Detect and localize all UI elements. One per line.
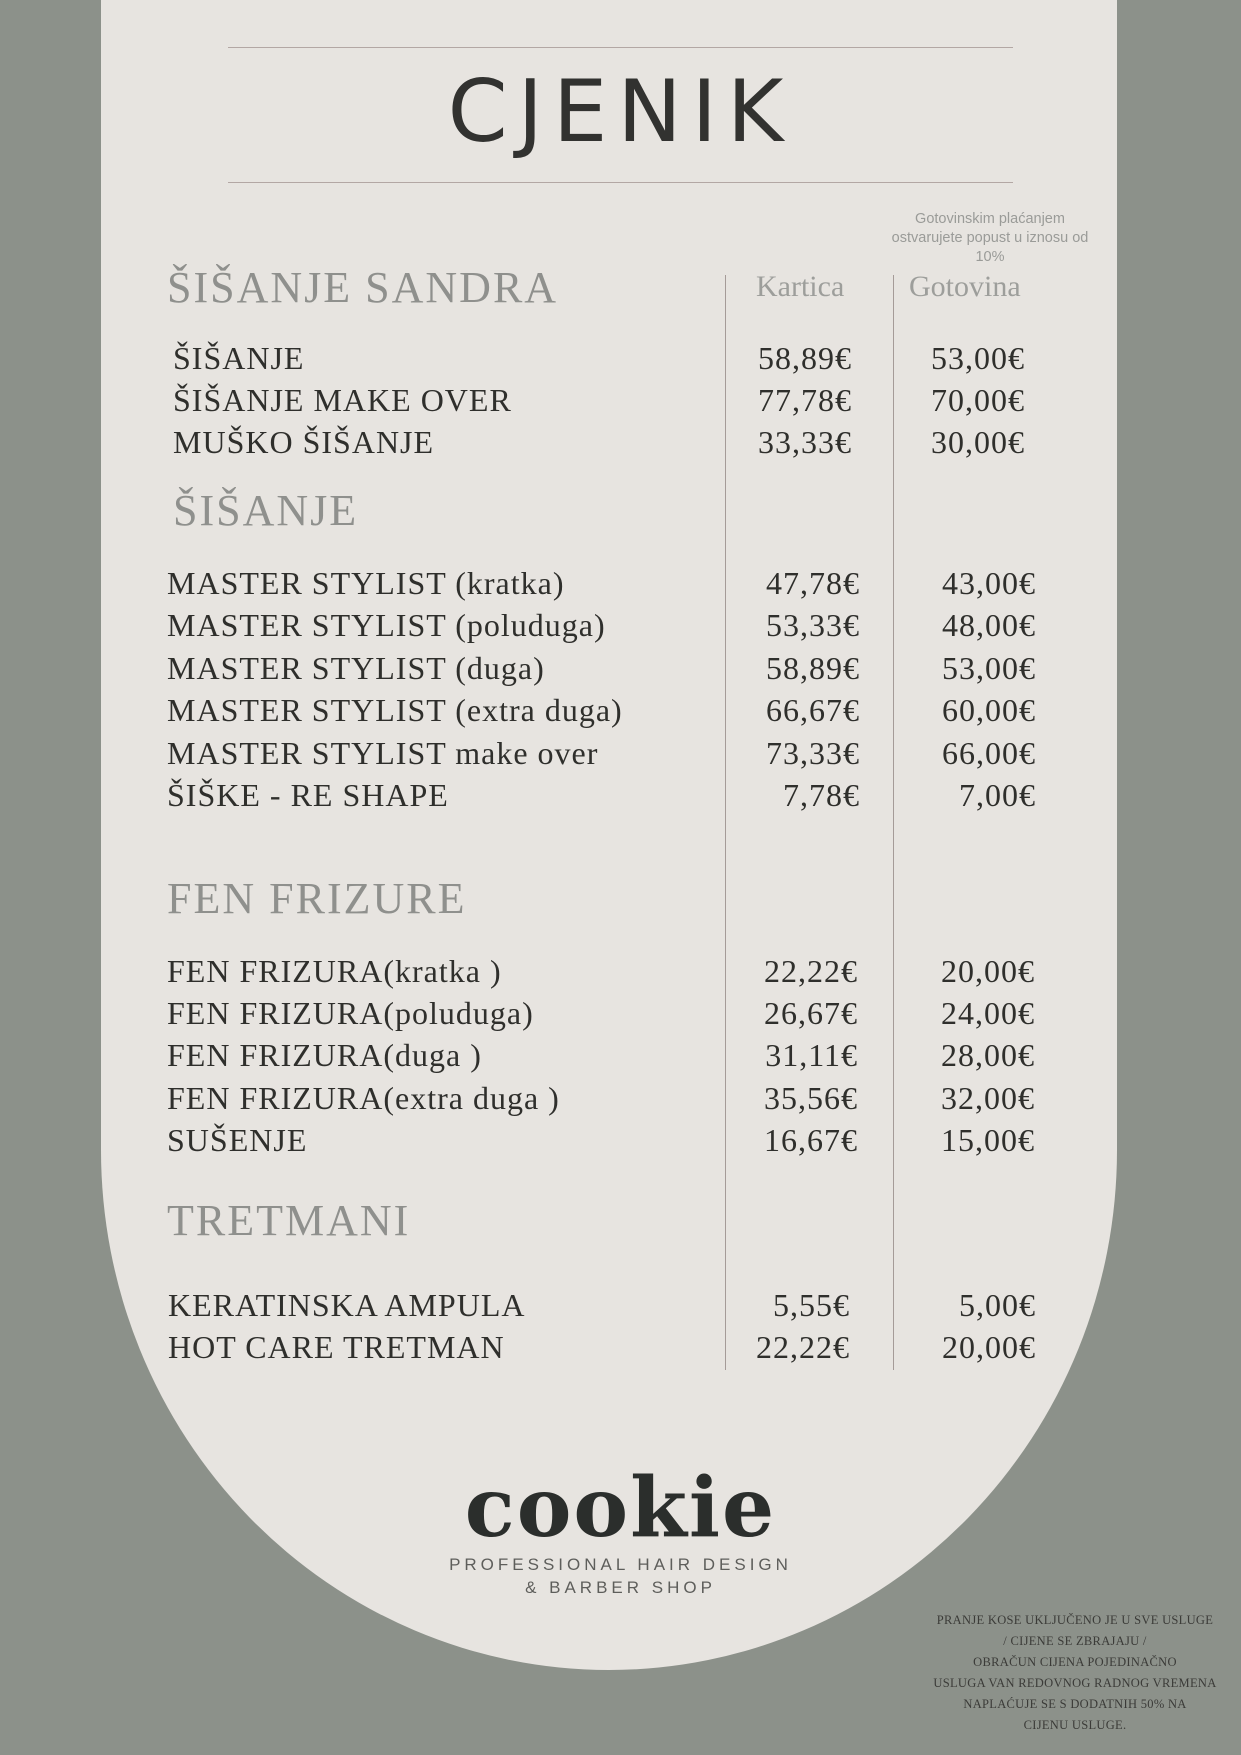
- card-price: 5,55€: [773, 1287, 850, 1323]
- service-name: ŠIŠANJE MAKE OVER: [173, 382, 512, 418]
- card-price: 73,33€: [766, 735, 860, 771]
- card-price: 35,56€: [764, 1080, 858, 1116]
- card-price: 7,78€: [783, 777, 860, 813]
- footer-notes: [920, 1610, 1230, 1736]
- card-price: 22,22€: [756, 1329, 850, 1365]
- footer-line: CIJENU USLUGE.: [1023, 1718, 1127, 1732]
- service-name: HOT CARE TRETMAN: [168, 1329, 505, 1365]
- cash-price: 32,00€: [941, 1080, 1035, 1116]
- price-row: [167, 607, 1241, 647]
- price-row: [167, 953, 1241, 993]
- price-row: [173, 424, 1241, 464]
- cash-price: 53,00€: [942, 650, 1036, 686]
- section-title: ŠIŠANJE: [173, 486, 359, 535]
- price-row: [167, 692, 1241, 732]
- cash-price: 20,00€: [942, 1329, 1036, 1365]
- service-name: MASTER STYLIST (duga): [167, 650, 545, 686]
- cash-price: 48,00€: [942, 607, 1036, 643]
- cash-price: 60,00€: [942, 692, 1036, 728]
- service-name: MASTER STYLIST (poluduga): [167, 607, 606, 643]
- cash-price: 24,00€: [941, 995, 1035, 1031]
- service-name: MASTER STYLIST (kratka): [167, 565, 565, 601]
- price-row: [167, 565, 1241, 605]
- price-row: [167, 735, 1241, 775]
- cash-discount-note: Gotovinskim plaćanjem ostvarujete popust u iznosu od 10%: [891, 211, 1089, 265]
- card-price: 31,11€: [765, 1037, 858, 1073]
- card-price: 33,33€: [758, 424, 852, 460]
- footer-line: OBRAČUN CIJENA POJEDINAČNO: [973, 1655, 1177, 1669]
- cash-price: 5,00€: [959, 1287, 1036, 1323]
- column-header-cash: Gotovina: [909, 270, 1021, 303]
- cash-price: 15,00€: [941, 1122, 1035, 1158]
- card-price: 77,78€: [758, 382, 852, 418]
- cash-price: 43,00€: [942, 565, 1036, 601]
- price-row: [167, 777, 1241, 817]
- service-name: MASTER STYLIST (extra duga): [167, 692, 623, 728]
- service-name: KERATINSKA AMPULA: [168, 1287, 526, 1323]
- section-title: ŠIŠANJE SANDRA: [167, 263, 559, 312]
- cash-price: 7,00€: [959, 777, 1036, 813]
- price-row: [167, 1122, 1241, 1162]
- price-row: [167, 1080, 1241, 1120]
- card-price: 66,67€: [766, 692, 860, 728]
- price-row: [168, 1329, 1241, 1369]
- cash-price: 30,00€: [931, 424, 1025, 460]
- price-row: [167, 650, 1241, 690]
- cash-price: 66,00€: [942, 735, 1036, 771]
- top-divider: [228, 47, 1013, 48]
- price-row: [167, 1037, 1241, 1077]
- price-row: [167, 995, 1241, 1035]
- price-row: [173, 340, 1241, 380]
- card-price: 22,22€: [764, 953, 858, 989]
- service-name: ŠIŠANJE: [173, 340, 305, 376]
- title-divider: [228, 182, 1013, 183]
- card-price: 58,89€: [758, 340, 852, 376]
- price-row: [173, 382, 1241, 422]
- service-name: ŠIŠKE - RE SHAPE: [167, 777, 449, 813]
- service-name: FEN FRIZURA(poluduga): [167, 995, 534, 1031]
- service-name: FEN FRIZURA(extra duga ): [167, 1080, 560, 1116]
- service-name: FEN FRIZURA(duga ): [167, 1037, 482, 1073]
- footer-line: NAPLAĆUJE SE S DODATNIH 50% NA: [963, 1697, 1187, 1711]
- footer-line: PRANJE KOSE UKLJUČENO JE U SVE USLUGE: [936, 1613, 1214, 1627]
- service-name: MUŠKO ŠIŠANJE: [173, 424, 435, 460]
- brand-logo: cookie: [464, 1460, 777, 1556]
- cash-price: 53,00€: [931, 340, 1025, 376]
- card-price: 26,67€: [764, 995, 858, 1031]
- brand-tagline-1: PROFESSIONAL HAIR DESIGN: [449, 1555, 792, 1574]
- cash-price: 20,00€: [941, 953, 1035, 989]
- page-title: CJENIK: [447, 62, 794, 162]
- card-price: 58,89€: [766, 650, 860, 686]
- service-name: SUŠENJE: [167, 1122, 308, 1158]
- cash-price: 28,00€: [941, 1037, 1035, 1073]
- card-price: 16,67€: [764, 1122, 858, 1158]
- price-row: [168, 1287, 1241, 1327]
- service-name: FEN FRIZURA(kratka ): [167, 953, 502, 989]
- card-price: 47,78€: [766, 565, 860, 601]
- cash-price: 70,00€: [931, 382, 1025, 418]
- column-header-card: Kartica: [756, 270, 845, 303]
- brand-tagline-2: & BARBER SHOP: [525, 1578, 716, 1597]
- service-name: MASTER STYLIST make over: [167, 735, 599, 771]
- section-title: TRETMANI: [167, 1196, 411, 1245]
- card-price: 53,33€: [766, 607, 860, 643]
- footer-line: / CIJENE SE ZBRAJAJU /: [1003, 1634, 1147, 1648]
- footer-line: USLUGA VAN REDOVNOG RADNOG VREMENA: [933, 1676, 1217, 1690]
- section-title: FEN FRIZURE: [167, 874, 467, 923]
